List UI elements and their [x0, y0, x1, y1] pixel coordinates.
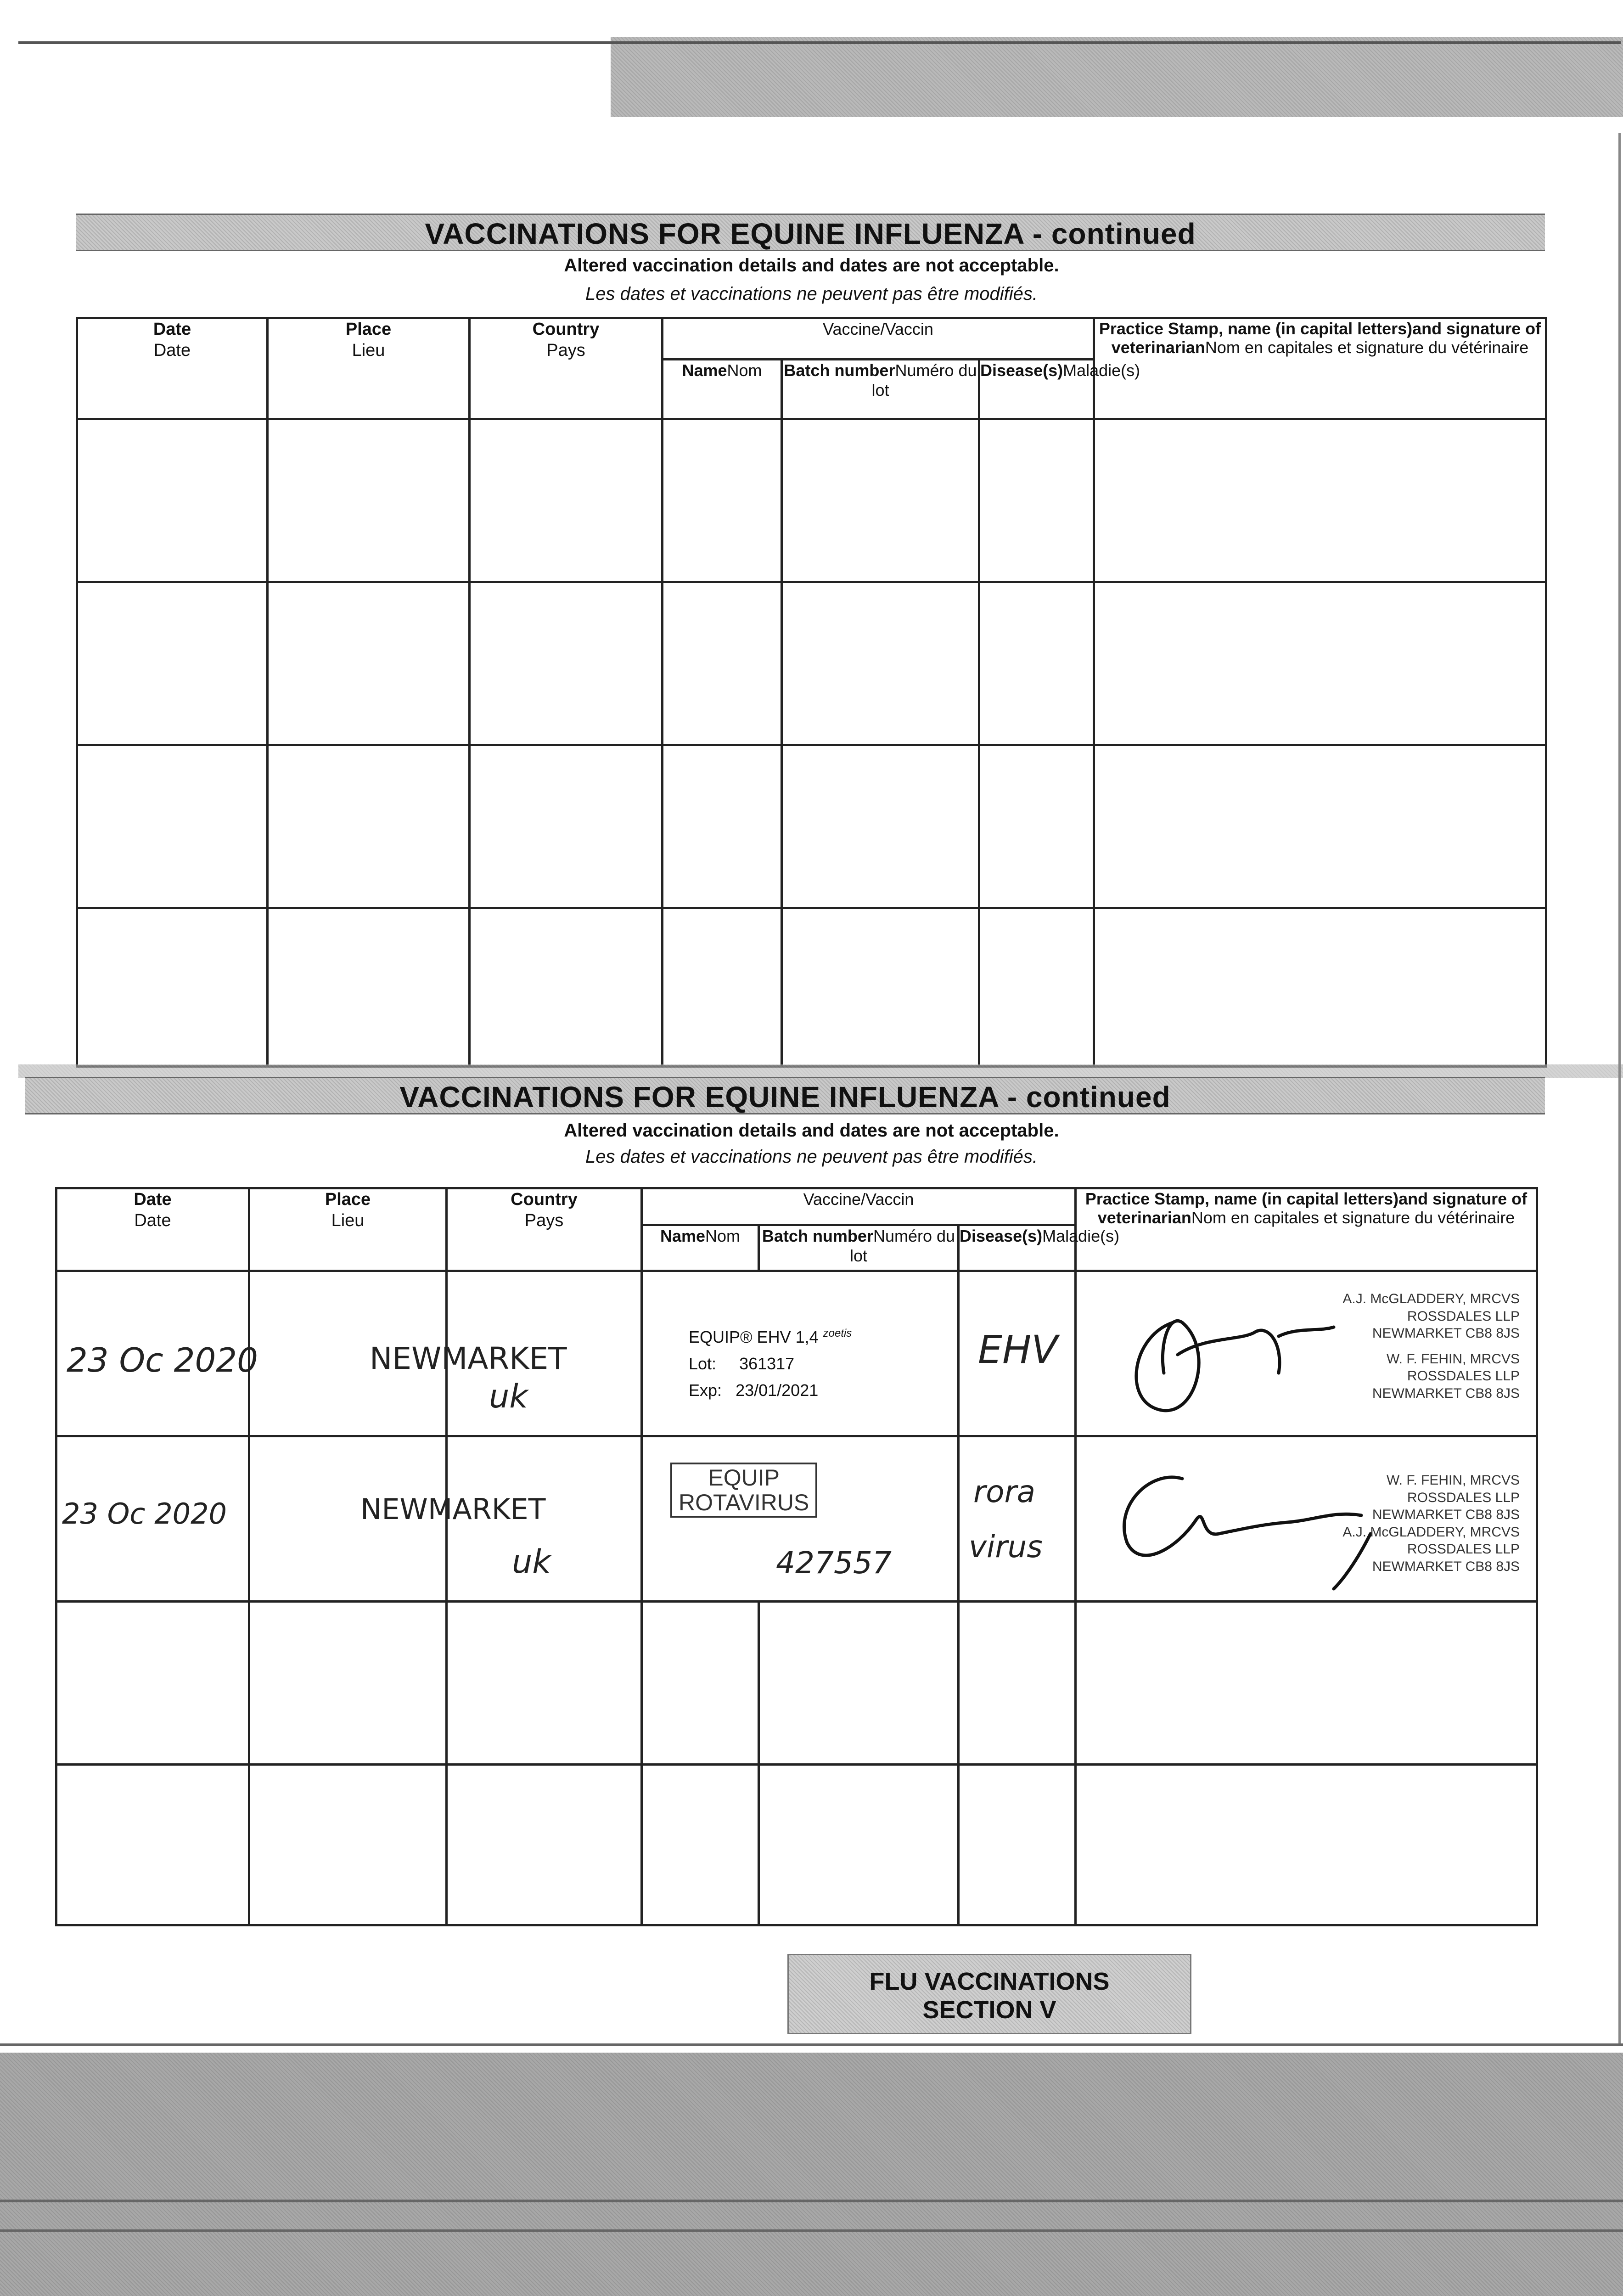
- row1-date: 23 Oc 2020: [67, 1341, 258, 1379]
- page-edge-right: [1618, 133, 1621, 2043]
- vaccine-group-header: Vaccine/Vaccin: [642, 1188, 1076, 1225]
- col-place-header: Place Lieu: [268, 318, 470, 419]
- col-country-header: Country Pays: [470, 318, 663, 419]
- row1-vaccine-label: EQUIP® EHV 1,4 $^{zoetis}$ Lot: 361317 Exp: 23/01/2021: [689, 1327, 852, 1400]
- section-label-line1: FLU VACCINATIONS: [869, 1968, 1110, 1995]
- section1-title-band: [76, 214, 1545, 251]
- section2-table: [55, 1187, 1538, 1926]
- scan-edge-top: [611, 37, 1623, 117]
- section1-note-fr: Les dates et vaccinations ne peuvent pas être modifiés.: [585, 284, 1038, 304]
- scan-line-bottom: [0, 2043, 1623, 2046]
- row2-batch: 427557: [776, 1545, 892, 1581]
- col-country-header: Country Pays: [447, 1188, 642, 1271]
- table-row: [56, 1436, 1537, 1602]
- col-disease-header: Disease(s)Maladie(s): [979, 360, 1094, 419]
- row2-disease-line1: rora: [973, 1474, 1036, 1509]
- scan-stripe-2: [0, 2229, 1623, 2232]
- table-row: [77, 419, 1546, 582]
- table-row: [77, 582, 1546, 745]
- table-row: [77, 745, 1546, 908]
- section2-note-en: Altered vaccination details and dates are not acceptable.: [564, 1120, 1059, 1141]
- scan-edge-bottom: [0, 2053, 1623, 2296]
- section-label-line2: SECTION V: [922, 1996, 1056, 2024]
- col-date-header: Date Date: [77, 318, 268, 419]
- section2-note-fr: Les dates et vaccinations ne peuvent pas être modifiés.: [585, 1147, 1038, 1167]
- table-row: [56, 1765, 1537, 1925]
- col-name-header: NameNom: [663, 360, 782, 419]
- row1-disease: EHV: [978, 1327, 1058, 1372]
- row1-practice-stamp: A.J. McGLADDERY, MRCVS ROSSDALES LLP NEWMARKET CB8 8JS W. F. FEHIN, MRCVS ROSSDALES LLP NEWMARKET CB8 8JS: [1342, 1291, 1520, 1401]
- col-disease-header: Disease(s)Maladie(s): [959, 1225, 1076, 1271]
- row2-country: uk: [512, 1543, 551, 1581]
- scan-overlap-band: [18, 1064, 1623, 1078]
- col-place-header: Place Lieu: [249, 1188, 447, 1271]
- table-row: [56, 1271, 1537, 1436]
- col-stamp-header: Practice Stamp, name (in capital letters)and signature of veterinarianNom en capitales et signature du vétérinaire: [1094, 318, 1546, 419]
- row1-country: uk: [489, 1378, 528, 1415]
- scan-stripe-1: [0, 2200, 1623, 2202]
- col-name-header: NameNom: [642, 1225, 759, 1271]
- table-row: [77, 908, 1546, 1067]
- section-label-box: [787, 1954, 1191, 2034]
- row2-place: NEWMARKET: [360, 1492, 546, 1526]
- section2-title: VACCINATIONS FOR EQUINE INFLUENZA - continued: [399, 1080, 1171, 1114]
- row2-vaccine-stamp: EQUIP ROTAVIRUS: [670, 1463, 817, 1518]
- table-row: [56, 1602, 1537, 1765]
- vaccine-group-header: Vaccine/Vaccin: [663, 318, 1094, 360]
- row1-place: NEWMARKET: [370, 1341, 567, 1376]
- col-stamp-header: Practice Stamp, name (in capital letters)and signature of veterinarianNom en capitales et signature du vétérinaire: [1076, 1188, 1537, 1271]
- section1-table: [76, 317, 1547, 1068]
- scan-line-top: [18, 41, 1621, 44]
- section1-note-en: Altered vaccination details and dates are not acceptable.: [564, 255, 1059, 276]
- col-batch-header: Batch numberNuméro du lot: [759, 1225, 959, 1271]
- row2-practice-stamp: W. F. FEHIN, MRCVS ROSSDALES LLP NEWMARKET CB8 8JS A.J. McGLADDERY, MRCVS ROSSDALES LLP NEWMARKET CB8 8JS: [1342, 1473, 1520, 1574]
- section2-title-band: [25, 1077, 1545, 1114]
- col-batch-header: Batch numberNuméro du lot: [782, 360, 979, 419]
- row2-date: 23 Oc 2020: [62, 1497, 227, 1531]
- section1-title: VACCINATIONS FOR EQUINE INFLUENZA - continued: [425, 217, 1196, 250]
- col-date-header: Date Date: [56, 1188, 249, 1271]
- row1-signature: [1104, 1281, 1380, 1419]
- row2-disease-line2: virus: [969, 1529, 1043, 1564]
